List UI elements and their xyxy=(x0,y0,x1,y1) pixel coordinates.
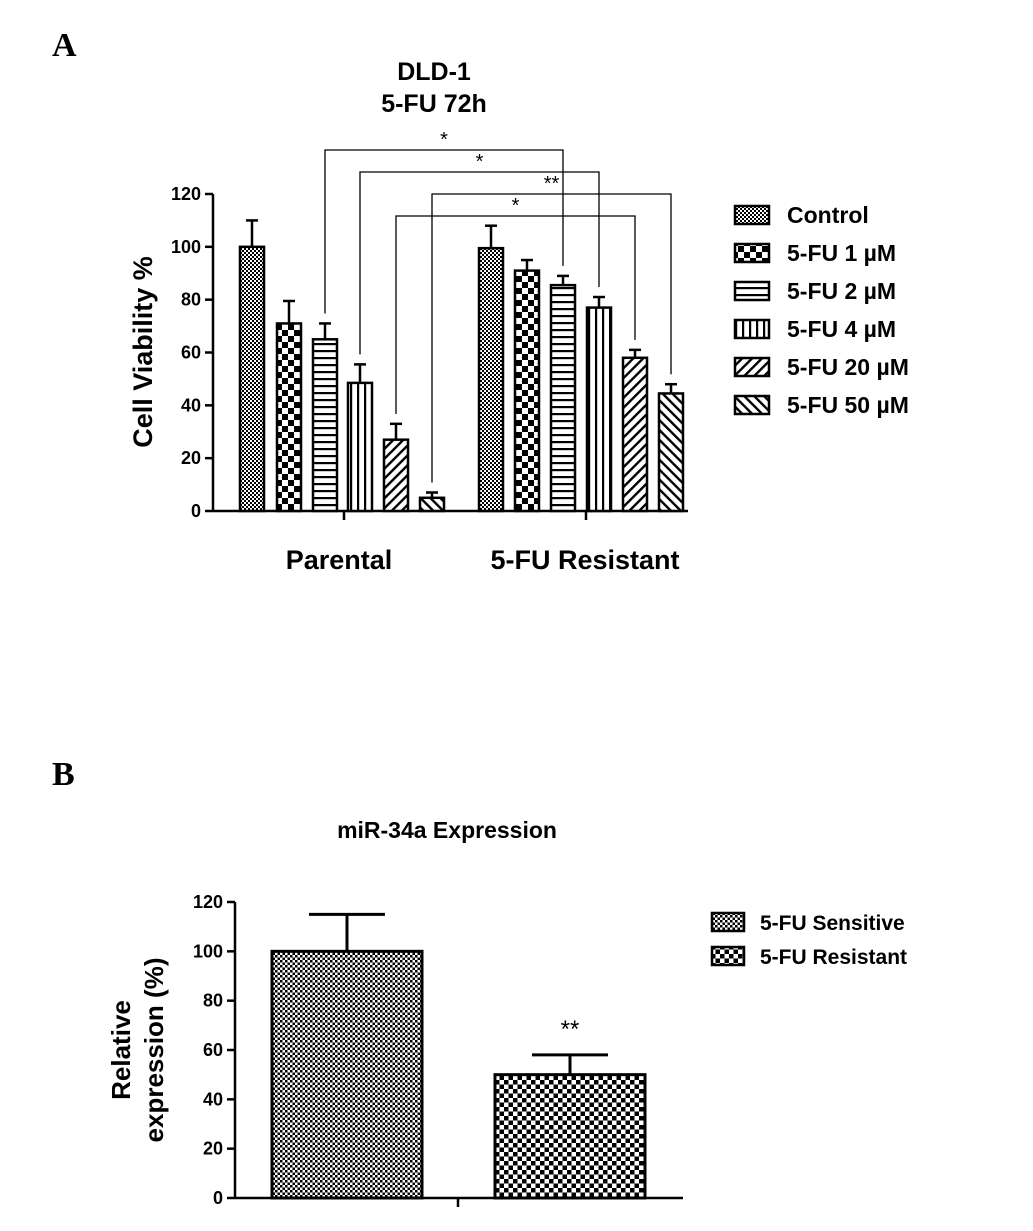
chart-a-legend-label: Control xyxy=(787,202,869,228)
chart-a xyxy=(128,58,909,575)
chart-a-significance-label: ** xyxy=(543,173,560,195)
chart-b-bars xyxy=(272,914,645,1198)
chart-b-ytick-label: 80 xyxy=(202,990,223,1011)
chart-a-legend-swatch xyxy=(735,206,769,224)
chart-b-bar xyxy=(272,951,422,1198)
chart-a-bar xyxy=(587,308,611,511)
chart-b-ytick-label: 40 xyxy=(202,1089,223,1110)
chart-a-legend-label: 5-FU 2 µM xyxy=(787,278,897,304)
chart-a-ylabel: Cell Viability % xyxy=(128,256,158,448)
panel-letter-a: A xyxy=(52,27,77,64)
chart-a-legend xyxy=(735,202,909,418)
chart-a-bar xyxy=(623,358,647,511)
chart-b-legend xyxy=(712,912,907,969)
chart-a-legend-swatch xyxy=(735,358,769,376)
chart-b-ylabel-line2: expression (%) xyxy=(139,957,169,1143)
chart-a-ytick-label: 100 xyxy=(170,236,201,257)
chart-a-ytick-label: 120 xyxy=(170,184,201,204)
chart-a-significance-label: * xyxy=(511,195,520,217)
chart-b-significance-label: ** xyxy=(560,1015,580,1043)
chart-a-bar xyxy=(277,323,301,511)
chart-a-bar xyxy=(479,248,503,511)
chart-a-ytick-label: 0 xyxy=(190,501,201,521)
chart-a-bar xyxy=(240,247,264,511)
chart-a-bar xyxy=(420,498,444,511)
chart-a-category-resistant: 5-FU Resistant xyxy=(490,545,680,575)
chart-a-legend-label: 5-FU 50 µM xyxy=(787,392,909,418)
chart-a-bar xyxy=(659,393,683,511)
chart-b-ytick-label: 100 xyxy=(192,941,223,962)
chart-a-legend-swatch xyxy=(735,320,769,338)
chart-a-legend-swatch xyxy=(735,244,769,262)
chart-b-ylabel-line1: Relative xyxy=(106,1000,136,1100)
chart-a-legend-label: 5-FU 4 µM xyxy=(787,316,897,342)
panel-letter-b: B xyxy=(52,756,75,793)
chart-b-ytick-label: 120 xyxy=(192,892,223,912)
chart-a-bar xyxy=(348,383,372,511)
chart-a-ytick-label: 40 xyxy=(180,395,201,416)
chart-b xyxy=(106,817,907,1208)
chart-b-ytick-label: 20 xyxy=(202,1138,223,1159)
chart-b-title: miR-34a Expression xyxy=(337,817,557,843)
chart-b-legend-swatch xyxy=(712,947,744,965)
chart-a-bar xyxy=(313,339,337,511)
chart-b-ytick-label: 0 xyxy=(212,1188,223,1208)
chart-a-bars xyxy=(240,220,683,511)
chart-b-bar xyxy=(495,1075,645,1198)
chart-a-subtitle: 5-FU 72h xyxy=(381,90,487,118)
chart-b-legend-label: 5-FU Resistant xyxy=(760,946,908,969)
chart-a-category-parental: Parental xyxy=(285,545,393,575)
chart-a-legend-label: 5-FU 20 µM xyxy=(787,354,909,380)
chart-b-legend-swatch xyxy=(712,913,744,931)
chart-a-ytick-label: 20 xyxy=(180,448,201,469)
chart-a-significance-label: * xyxy=(440,129,448,151)
chart-a-ytick-label: 80 xyxy=(180,289,201,310)
chart-a-title: DLD-1 xyxy=(397,58,471,86)
chart-a-bar xyxy=(384,440,408,511)
chart-a-bar xyxy=(515,271,539,511)
chart-b-ytick-label: 60 xyxy=(202,1040,223,1060)
chart-a-legend-swatch xyxy=(735,396,769,414)
chart-a-significance-label: * xyxy=(475,151,484,173)
chart-a-legend-swatch xyxy=(735,282,769,300)
chart-a-bar xyxy=(551,285,575,511)
chart-b-legend-label: 5-FU Sensitive xyxy=(760,912,905,935)
chart-a-ytick-label: 60 xyxy=(180,342,201,363)
chart-a-legend-label: 5-FU 1 µM xyxy=(787,240,897,266)
